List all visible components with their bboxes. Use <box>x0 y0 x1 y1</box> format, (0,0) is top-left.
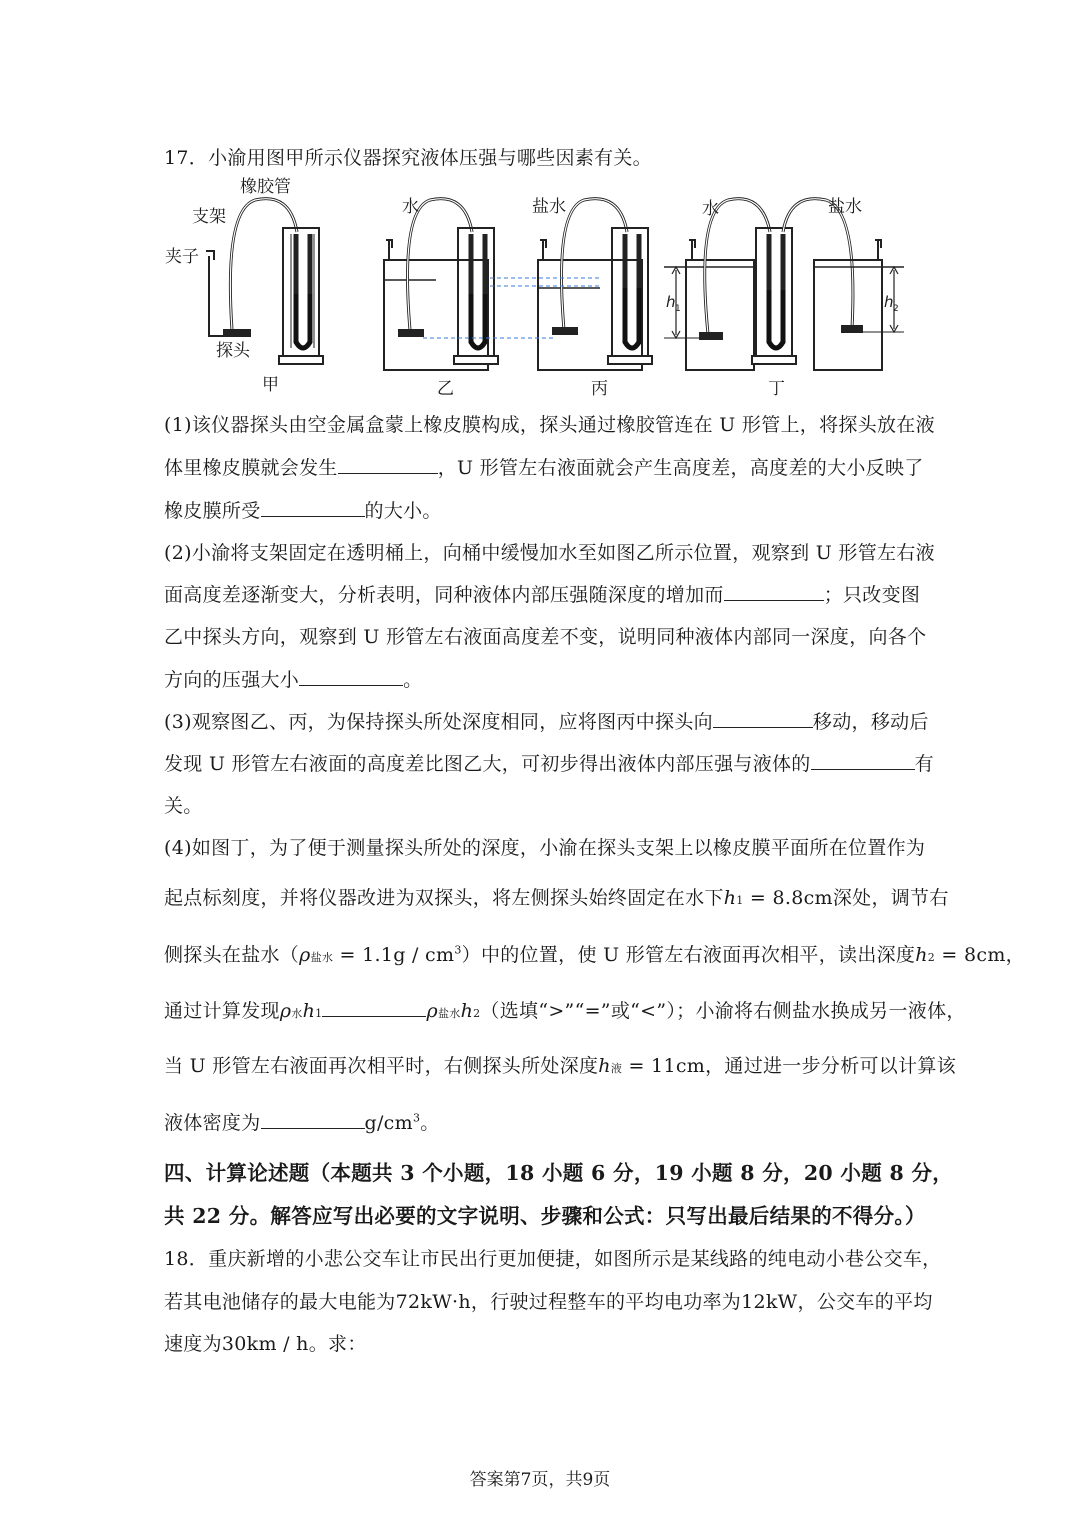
blank-2 <box>261 498 365 517</box>
label-water-yi: 水 <box>402 197 419 217</box>
q17-p1-line3: 橡皮膜所受 的大小。 <box>164 500 442 522</box>
section4-line1: 四、计算论述题（本题共 3 个小题，18 小题 6 分，19 小题 8 分，20 小题 8 分， <box>164 1161 954 1185</box>
q17-p4-line6: 液体密度为 $g/cm^3$。 <box>164 1111 440 1134</box>
q17-p2-line1: (2)小渝将支架固定在透明桶上，向桶中缓慢加水至如图乙所示位置，观察到 U 形管左右液 <box>164 542 935 564</box>
caption-yi: 乙 <box>437 379 454 399</box>
blank-5 <box>713 709 813 728</box>
section4-line2: 共 22 分。解答应写出必要的文字说明、步骤和公式：只写出最后结果的不得分。） <box>164 1204 926 1228</box>
q17-p4-line3: 侧探头在盐水（ρ盐水 = $1.1g / cm^3$）中的位置，使 U 形管左右液面再次相平，读出深度h2 = 8cm， <box>164 943 1025 966</box>
q17-intro: 17．小渝用图甲所示仪器探究液体压强与哪些因素有关。 <box>164 147 652 169</box>
q18-line2: 若其电池储存的最大电能为72kW·h，行驶过程整车的平均电功率为12kW，公交车的平均 <box>164 1291 933 1313</box>
caption-bing: 丙 <box>591 379 608 399</box>
blank-3 <box>724 582 824 601</box>
caption-ding: 丁 <box>768 379 785 399</box>
label-rubber-tube: 橡胶管 <box>240 177 291 197</box>
label-h1-sub: 1 <box>675 304 681 314</box>
label-stand: 支架 <box>192 207 226 227</box>
blank-6 <box>811 751 915 770</box>
q17-p3-line2: 发现 U 形管左右液面的高度差比图乙大，可初步得出液体内部压强与液体的 有 <box>164 753 934 775</box>
label-clamp: 夹子 <box>165 247 199 267</box>
label-brine-ding: 盐水 <box>828 197 862 217</box>
label-probe: 探头 <box>216 341 250 361</box>
label-h1: h <box>666 293 676 311</box>
q17-p4-line2: 起点标刻度，并将仪器改进为双探头，将左侧探头始终固定在水下h1 = 8.8cm深处，调节右 <box>164 887 949 909</box>
label-water-ding: 水 <box>702 199 719 219</box>
caption-jia: 甲 <box>262 375 279 395</box>
q17-p4-line5: 当 U 形管左右液面再次相平时，右侧探头所处深度h液 = 11cm，通过进一步分析可以计算该 <box>164 1055 956 1077</box>
blank-7 <box>322 998 426 1017</box>
pressure-apparatus-figure <box>0 170 1080 410</box>
q17-p2-line3: 乙中探头方向，观察到 U 形管左右液面高度差不变，说明同种液体内部同一深度，向各个 <box>164 626 927 648</box>
q17-p2-line2: 面高度差逐渐变大，分析表明，同种液体内部压强随深度的增加而 ；只改变图 <box>164 584 921 606</box>
q17-p1-line2: 体里橡皮膜就会发生 ，U 形管左右液面就会产生高度差，高度差的大小反映了 <box>164 457 924 479</box>
blank-8 <box>261 1110 365 1129</box>
q17-p3-line1: (3)观察图乙、丙，为保持探头所处深度相同，应将图丙中探头向 移动，移动后 <box>164 711 929 733</box>
q17-p4-line1: (4)如图丁，为了便于测量探头所处的深度，小渝在探头支架上以橡皮膜平面所在位置作为 <box>164 837 926 859</box>
page-footer: 答案第7页，共9页 <box>469 1470 611 1490</box>
q17-p4-line4: 通过计算发现ρ水h1 ρ盐水h2（选填“>”“=”或“<”）；小渝将右侧盐水换成另一液体， <box>164 1000 966 1022</box>
label-h2: h <box>884 293 894 311</box>
q17-p2-line4: 方向的压强大小 。 <box>164 669 423 691</box>
q18-line1: 18．重庆新增的小悲公交车让市民出行更加便捷，如图所示是某线路的纯电动小巷公交车， <box>164 1248 942 1270</box>
q17-p3-line3: 关。 <box>164 795 203 817</box>
blank-4 <box>299 667 403 686</box>
label-h2-sub: 2 <box>893 304 899 314</box>
q17-p1-line1: (1)该仪器探头由空金属盒蒙上橡皮膜构成，探头通过橡胶管连在 U 形管上，将探头放在液 <box>164 414 935 436</box>
q18-line3: 速度为30km / h。求： <box>164 1333 367 1355</box>
blank-1 <box>338 455 438 474</box>
label-brine-bing: 盐水 <box>532 197 566 217</box>
